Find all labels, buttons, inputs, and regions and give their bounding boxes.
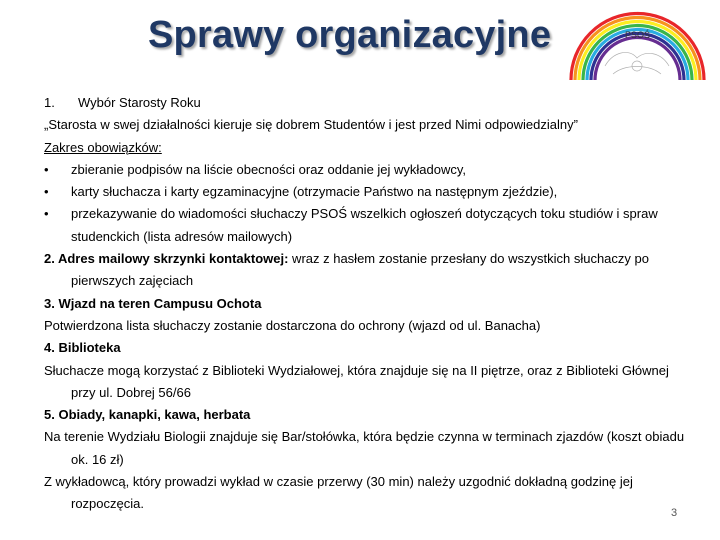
section-5-text-2: Z wykładowcą, który prowadzi wykład w czasie przerwy (30 min) należy uzgodnić dokładną godzinę jej rozpoczęcia. bbox=[44, 474, 633, 512]
duty-item-3 bbox=[44, 203, 696, 248]
bullet-icon: • bbox=[44, 206, 49, 222]
section-3-heading: 3. Wjazd na teren Campusu Ochota bbox=[44, 295, 262, 311]
logo-text: PSOŚ bbox=[624, 30, 651, 40]
section-1-number: 1. bbox=[44, 95, 55, 110]
section-4-heading: 4. Biblioteka bbox=[44, 340, 121, 356]
section-2-heading: 2. Adres mailowy skrzynki kontaktowej: bbox=[44, 251, 289, 267]
duty-item-2 bbox=[44, 181, 696, 203]
section-1-title: Wybór Starosty Roku bbox=[78, 95, 201, 110]
bullet-icon: • bbox=[44, 161, 49, 177]
duties-label: Zakres obowiązków: bbox=[44, 139, 162, 155]
duty-item-1 bbox=[44, 159, 696, 181]
duty-text-1: zbieranie podpisów na liście obecności oraz oddanie jej wykładowcy, bbox=[71, 161, 467, 177]
page-number: 3 bbox=[670, 507, 678, 519]
slide-title: Sprawy organizacyjne bbox=[148, 14, 552, 56]
section-5-heading: 5. Obiady, kanapki, kawa, herbata bbox=[44, 407, 251, 423]
bullet-icon: • bbox=[44, 184, 49, 200]
section-4-text: Słuchacze mogą korzystać z Biblioteki Wydziałowej, która znajduje się na II piętrze, oraz z Biblioteki Głównej przy ul. Dobrej 56/66 bbox=[44, 362, 669, 400]
starosta-quote: „Starosta w swej działalności kieruje się dobrem Studentów i jest przed Nimi odpowiedzialny” bbox=[44, 117, 578, 133]
section-2-text: wraz z hasłem zostanie przesłany do wszystkich słuchaczy po pierwszych zajęciach bbox=[71, 251, 649, 289]
section-3-text: Potwierdzona lista słuchaczy zostanie dostarczona do ochrony (wjazd od ul. Banacha) bbox=[44, 317, 541, 333]
section-5-text-1: Na terenie Wydziału Biologii znajduje się Bar/stołówka, która będzie czynna w terminach zjazdów (koszt obiadu ok. 16 zł) bbox=[44, 429, 685, 467]
duty-text-3: przekazywanie do wiadomości słuchaczy PSOŚ wszelkich ogłoszeń dotyczących toku studiów i spraw studenckich (lista adresów mailowych) bbox=[71, 206, 658, 244]
slide-content bbox=[44, 92, 696, 516]
psos-rainbow-logo bbox=[565, 6, 710, 84]
duty-text-2: karty słuchacza i karty egzaminacyjne (otrzymacie Państwo na następnym zjeździe), bbox=[71, 184, 558, 200]
section-1-heading bbox=[44, 92, 696, 114]
section-2 bbox=[44, 248, 696, 293]
